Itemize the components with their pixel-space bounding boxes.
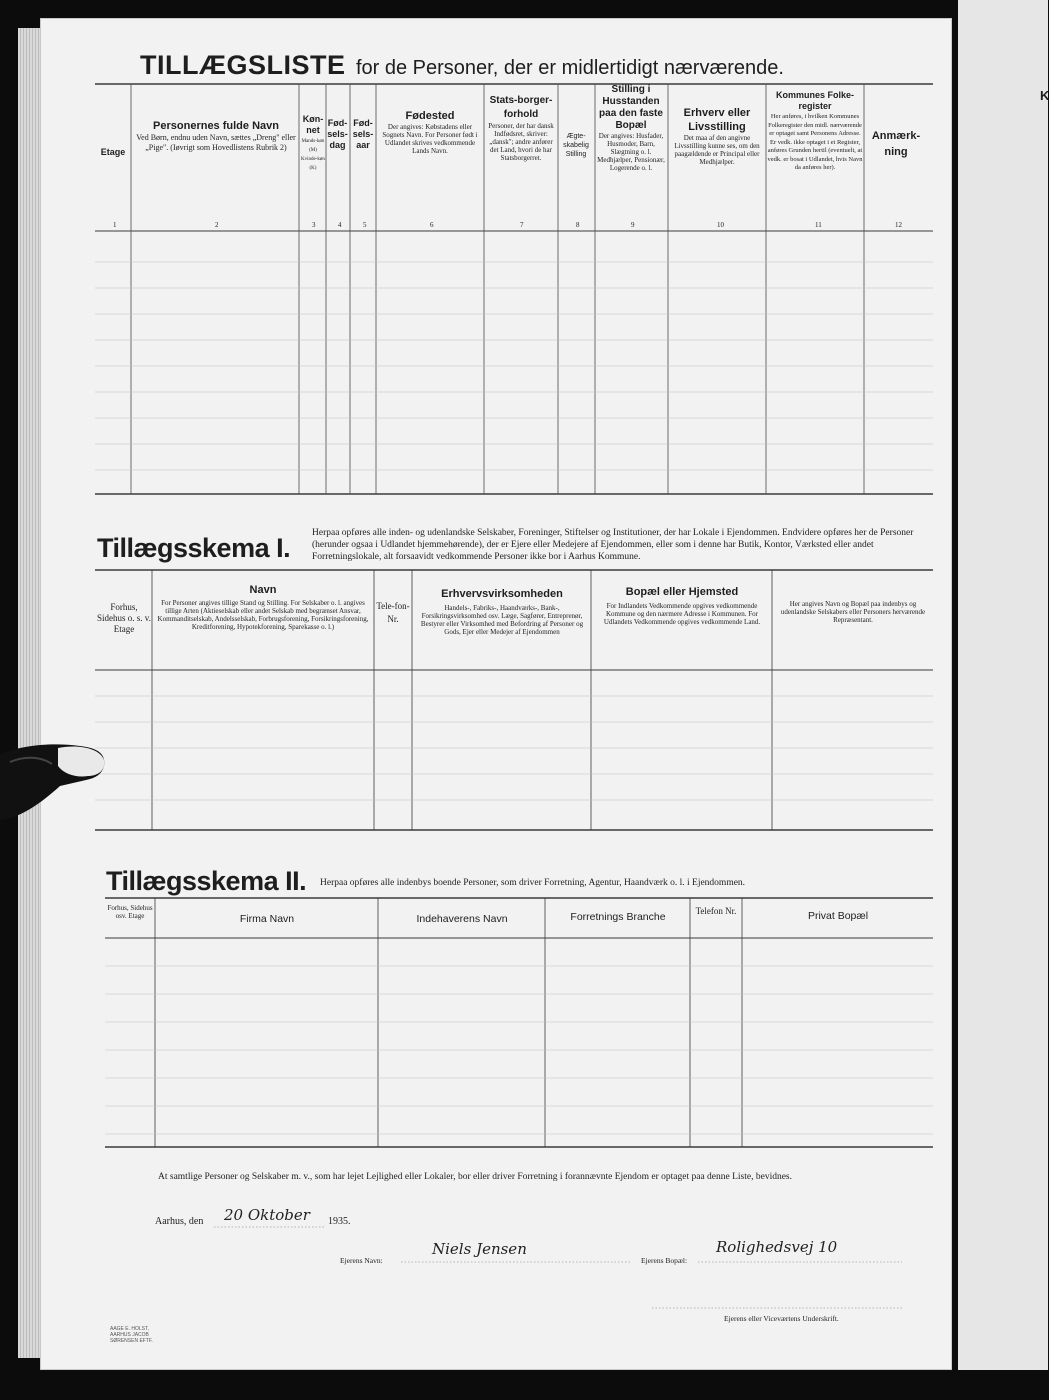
column-number: 7 bbox=[520, 221, 524, 229]
signature-label: Ejerens eller Viceværtens Underskrift. bbox=[724, 1314, 839, 1323]
col-statsborger-title: Stats-borger-forhold bbox=[489, 95, 553, 120]
col-fodselsaar bbox=[351, 118, 375, 151]
col-kon bbox=[301, 114, 325, 172]
year-printed: 1935. bbox=[328, 1216, 351, 1227]
s2-col-indehaver: Indehaverens Navn bbox=[416, 913, 508, 925]
skema1-title: Tillægsskema I. bbox=[97, 533, 291, 563]
col-statsborger bbox=[486, 94, 556, 162]
col-aegteskab bbox=[558, 132, 594, 159]
s1-col-bopael-title: Bopæl eller Hjemsted bbox=[625, 586, 739, 598]
column-number: 2 bbox=[215, 221, 219, 229]
column-number: 3 bbox=[312, 221, 316, 229]
skema2-title: Tillægsskema II. bbox=[106, 866, 307, 896]
col-fodselsaar-title: Fød-sels-aar bbox=[352, 118, 374, 150]
s1-col-navn-title: Navn bbox=[249, 584, 277, 596]
skema1-intro: Herpaa opføres alle inden- og udenlandske Selskaber, Foreninger, Stiftelser og Institutioner, der har Lokale i Ejendommen. Endvidere opføres her de Personer (herunder ogsaa i Udlandet hjemmehørende), der er Ejere eller Medejere af Ejendommen, eller som i denne har Butik, Kontor, Værksted eller andet Forretningslokale, alt forsaavidt vedkommende Personer ikke bor i Aarhus Kommune. bbox=[312, 528, 914, 562]
col-anmaerkning bbox=[864, 128, 928, 160]
col-kon-title: Køn-net bbox=[302, 114, 324, 135]
s1-col-navn bbox=[156, 584, 370, 631]
s1-col-navn-desc: For Personer angives tillige Stand og Stilling. For Selskaber o. l. angives tillige Arten (Aktieselskab eller andet Selskab med begrænset Ansvar, Kommanditselskab, Andelsselskab, Forbrugsforening, Forsikringsforening, Kreditforening, Hypotekforening, Sparekasse o. l.) bbox=[157, 599, 369, 631]
col-fodselsdag-title: Fød-sels-dag bbox=[327, 118, 348, 150]
s1-col-etage: Forhus, Sidehus o. s. v. Etage bbox=[97, 602, 151, 634]
col-stilling-desc: Der angives: Husfader, Husmoder, Barn, Slægtning o. l. Medhjælper, Pensionær, Logerende o. l. bbox=[597, 132, 665, 172]
column-number: 5 bbox=[363, 221, 367, 229]
skema2-intro: Herpaa opføres alle indenbys boende Personer, som driver Forretning, Agentur, Haandværk o. l. i Ejendommen. bbox=[320, 878, 746, 888]
col-aegteskab-title: Ægte-skabelig Stilling bbox=[563, 133, 589, 158]
col-kon-desc: Mands-køn (M) Kvinde-køn (K) bbox=[301, 139, 325, 171]
col-stilling bbox=[596, 84, 666, 172]
col-navn-desc: Ved Børn, endnu uden Navn, sættes „Dreng" eller „Pige". (Iøvrigt som Hovedlistens Rubrik 2) bbox=[136, 133, 296, 152]
s1-col-telefon: Tele-fon-Nr. bbox=[376, 601, 410, 624]
col-erhverv-title: Erhverv eller Livsstilling bbox=[683, 107, 751, 133]
s2-col-bopael: Privat Bopæl bbox=[807, 910, 869, 922]
declaration-text: At samtlige Personer og Selskaber m. v., som har lejet Lejlighed eller Lokaler, bor eller driver Forretning i forannævnte Ejendom er optaget paa denne Liste, bevidnes. bbox=[158, 1172, 792, 1182]
adjacent-page-fragment: K bbox=[1040, 88, 1049, 103]
col-anmaerkning-title: Anmærk-ning bbox=[871, 130, 921, 158]
col-folkeregister-title: Kommunes Folke-register bbox=[775, 90, 854, 111]
col-fodested bbox=[378, 110, 482, 155]
s2-col-telefon: Telefon Nr. bbox=[695, 906, 737, 916]
column-number: 12 bbox=[895, 221, 902, 229]
column-number: 10 bbox=[717, 221, 724, 229]
column-number: 1 bbox=[113, 221, 117, 229]
col-etage bbox=[97, 146, 129, 159]
column-number: 9 bbox=[631, 221, 635, 229]
s1-col-bopael bbox=[595, 586, 769, 626]
col-folkeregister-desc: Her anføres, i hvilken Kommunes Folkeregister den midl. nærværende er optaget samt Personens Adresse. Er vedk. ikke optaget i et Register, anføres Grunden hertil (eventuelt, at vedk. er bosat i Udlandet, hvis Navn da anføres her). bbox=[767, 113, 863, 171]
date-handwritten: 20 Oktober bbox=[224, 1206, 310, 1224]
col-navn bbox=[136, 120, 296, 153]
owner-name-handwritten: Niels Jensen bbox=[432, 1240, 527, 1258]
col-fodselsdag bbox=[326, 118, 349, 151]
col-statsborger-desc: Personer, der har dansk Indfødsret, skriver: „dansk"; andre anfører det Land, hvori de har Statsborgerret. bbox=[488, 122, 554, 162]
s1-col-bopael-desc: For Indlandets Vedkommende opgives vedkommende Kommune og den nærmere Adresse i Kommunen. For Udlandets Vedkommende opgives vedkommende Land. bbox=[603, 602, 761, 626]
form-title-main: TILLÆGSLISTE bbox=[140, 50, 346, 80]
col-stilling-title: Stilling i Husstanden paa den faste Bopæl bbox=[599, 84, 663, 131]
column-number: 8 bbox=[576, 221, 580, 229]
owner-name-label: Ejerens Navn: bbox=[340, 1256, 383, 1265]
s2-col-etage: Forhus, Sidehus osv. Etage bbox=[107, 904, 153, 920]
form-title-rest: for de Personer, der er midlertidigt nærværende. bbox=[355, 57, 784, 79]
owner-address-label: Ejerens Bopæl: bbox=[641, 1256, 688, 1265]
col-fodested-desc: Der angives: Købstadens eller Sognets Navn. For Personer født i Udlandet skrives vedkommende Lands Navn. bbox=[382, 123, 478, 155]
column-number: 11 bbox=[815, 221, 822, 229]
col-erhverv bbox=[669, 106, 765, 166]
col-navn-title: Personernes fulde Navn bbox=[153, 120, 279, 132]
s1-col-erhverv bbox=[416, 588, 588, 636]
place-prefix: Aarhus, den bbox=[155, 1216, 204, 1227]
col-etage-title: Etage bbox=[100, 147, 126, 157]
s2-col-branche: Forretnings Branche bbox=[570, 911, 666, 923]
col-erhverv-desc: Det maa af den angivne Livsstilling kunne ses, om den paagældende er Principal eller Medhjælper. bbox=[674, 134, 760, 166]
s1-col-representant: Her angives Navn og Bopæl paa indenbys og udenlandske Selskabers eller Personers herværende Repræsentant. bbox=[780, 600, 926, 624]
printer-mark: AAGE E. HOLST, AARHUS JACOB SØRENSEN EFTF. bbox=[110, 1326, 153, 1344]
col-folkeregister bbox=[767, 90, 863, 172]
holding-thumb bbox=[0, 742, 108, 820]
s2-col-firma: Firma Navn bbox=[239, 913, 295, 925]
s1-col-erhverv-title: Erhvervsvirksomheden bbox=[441, 588, 563, 600]
s1-col-erhverv-desc: Handels-, Fabriks-, Haandværks-, Bank-, Forsikringsvirksomhed osv. Læge, Sagfører, Entreprenør, Bestyrer eller Virksomhed med Befordring af Personer og Gods, Ejer eller Medejer af Ejendommen bbox=[420, 604, 584, 636]
column-number: 6 bbox=[430, 221, 434, 229]
column-number: 4 bbox=[338, 221, 342, 229]
owner-address-handwritten: Rolighedsvej 10 bbox=[716, 1238, 838, 1256]
col-fodested-title: Fødested bbox=[405, 110, 455, 122]
